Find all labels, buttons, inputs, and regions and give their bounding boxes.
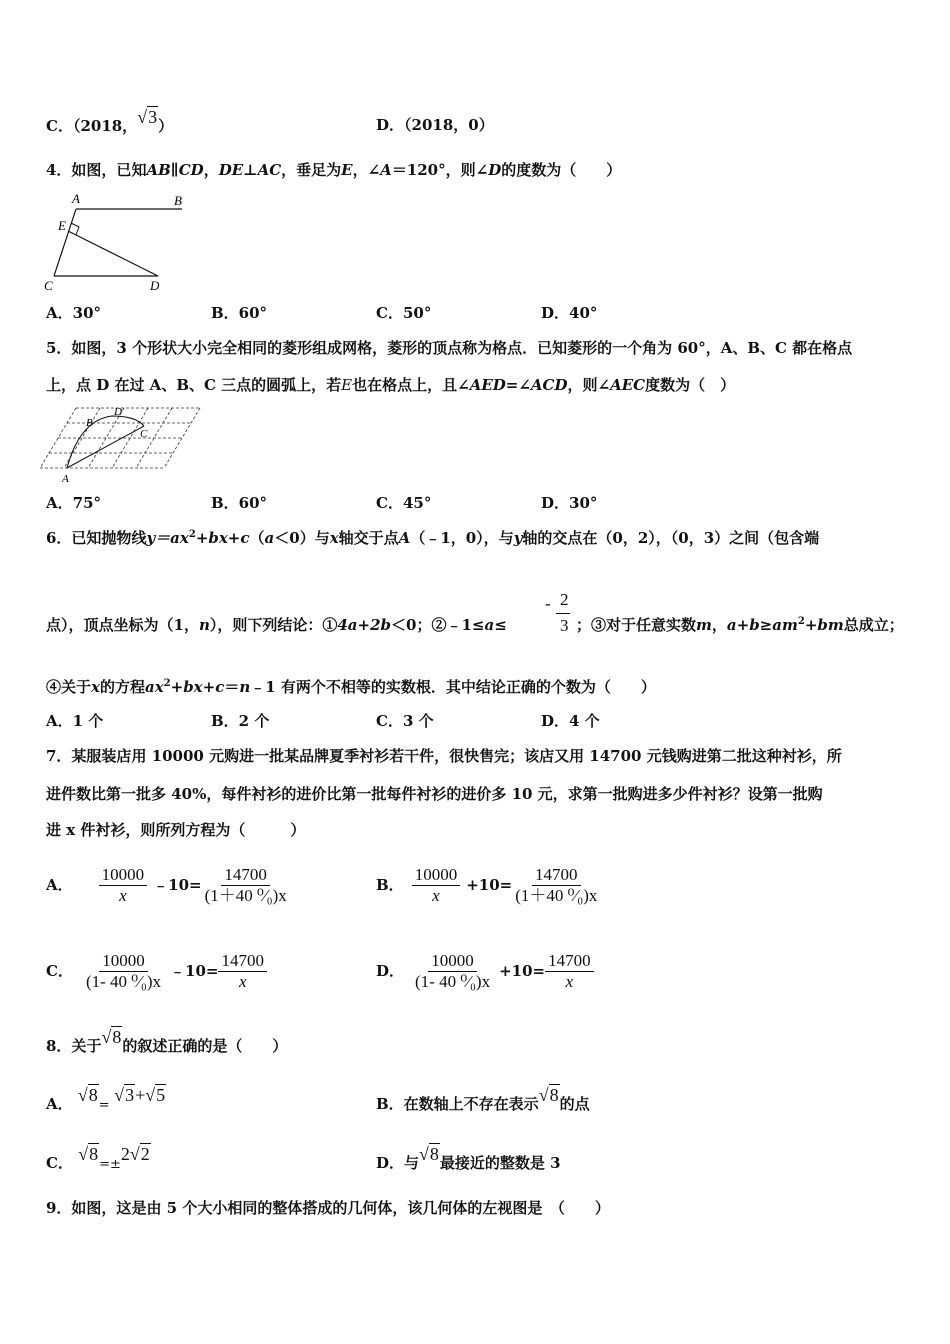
q4-stem-cd: CD (178, 161, 204, 179)
q6-frac-den: 3 (560, 616, 569, 635)
q5-line2-acd: ACD (530, 376, 568, 394)
q4-stem-a: A (380, 161, 392, 179)
q6-l1-eq2: +bx+c (195, 529, 250, 547)
q6-l2-e: ；③对于任意实数 (576, 616, 697, 634)
q5-line2-e: E (341, 376, 353, 394)
q7-option-a (46, 856, 290, 914)
q4-stem-de: DE (218, 161, 244, 179)
q8-d-end: 最接近的整数是 3 (439, 1154, 561, 1172)
q8-c-coef: 2 (120, 1144, 130, 1164)
q6-stem-line2 (46, 615, 507, 635)
q6-stem-line3 (46, 677, 656, 697)
q8-stem-rad: 8 (112, 1027, 122, 1047)
q8-c-r1: 8 (89, 1144, 99, 1164)
q4-stem-ac: AC (257, 161, 282, 179)
q8-stem-sqrt: √8 (101, 1027, 122, 1047)
q7-d-frac2 (545, 951, 594, 992)
q6-l3-a: ④关于 (46, 678, 92, 696)
q6-option-c: C．3 个 (376, 712, 434, 730)
q4-stem-mid: ，垂足为 (281, 161, 342, 179)
q6-l2-ineq: a+b≥am (726, 616, 798, 634)
q6-l2-c1: 4a+2b (337, 616, 392, 634)
q6-l3-c: ＝ (224, 678, 240, 696)
q7-d-num2: 14700 (545, 951, 594, 972)
q3-option-d: D．（2018，0） (376, 116, 494, 134)
q6-l1-eq: y＝ax (146, 529, 189, 547)
q8-b-sqrt: √8 (538, 1085, 559, 1105)
q6-l1-sup: 2 (188, 529, 196, 540)
q7-option-b (376, 856, 600, 914)
q4-stem-sep: ， (203, 161, 219, 179)
q7-a-label: A． (46, 876, 73, 894)
q8-d-sqrt: √8 (419, 1144, 439, 1164)
q7-stem-line1: 7．某服装店用 10000 元购进一批某品牌夏季衬衫若干件，很快售完；该店又用 14700 元钱购进第二批这种衬衫，所 (46, 747, 842, 765)
q6-l2-m: m (696, 616, 712, 634)
q5-stem-line2 (46, 375, 735, 395)
q7-d-frac1 (412, 951, 493, 992)
q8-c-r2: 2 (140, 1144, 150, 1164)
q7-a-num2: 14700 (221, 865, 270, 886)
q6-l3-d: ﹣1 有两个不相等的实数根．其中结论正确的个数为（ ） (250, 678, 656, 696)
q5-line2-text: 上，点 D 在过 A、B、C 三点的圆弧上，若 (46, 376, 342, 394)
q8-a-sqrt1: √8 (77, 1085, 98, 1105)
q9-stem: 9．如图，这是由 5 个大小相同的整体搭成的几何体，该几何体的左视图是 （ ） (46, 1199, 610, 1217)
q6-stem-line2-cont (576, 615, 904, 635)
q6-l2-sup: 2 (797, 616, 805, 627)
q5-line2-aed: AED (469, 376, 506, 394)
q5-chord (67, 426, 144, 468)
q3-option-c-close: ） (158, 117, 174, 135)
q6-l2-c: ＜0；②﹣1≤ (391, 616, 485, 634)
q8-a-r3: 5 (156, 1085, 166, 1105)
q8-option-b (376, 1085, 590, 1114)
q6-frac-num: 2 (560, 590, 569, 609)
q7-d-label: D． (376, 962, 405, 980)
q6-frac-bar (556, 613, 570, 614)
q4-stem-ab: AB (146, 161, 171, 179)
q8-a-sqrt3: √5 (145, 1085, 166, 1105)
q7-c-frac2 (218, 951, 267, 992)
q8-c-sqrt1: √8 (78, 1144, 99, 1164)
q4-stem-e: E (341, 161, 353, 179)
q7-b-den1: x (432, 885, 440, 905)
q3-option-c (46, 107, 174, 136)
q6-l1-e: （﹣1，0），与 (410, 529, 514, 547)
q7-d-den2: x (565, 971, 574, 991)
q4-stem (46, 160, 621, 180)
q5-line2-aec: AEC (610, 376, 646, 394)
q5-option-c: C．45° (376, 494, 432, 512)
q8-option-c (46, 1144, 151, 1175)
q6-l2-ineq2: +bm (804, 616, 844, 634)
q4-line-ed (68, 231, 158, 276)
q5-label-c: C (140, 428, 148, 440)
q8-b-end: 的点 (559, 1095, 590, 1113)
q6-l3-eq2: +bx+c (170, 678, 225, 696)
q4-stem-perp: ⊥ (243, 161, 258, 179)
q7-b-label: B． (376, 876, 404, 894)
q7-a-den2: (1＋40 ⁰⁄₀)x (204, 885, 287, 905)
q6-l1-d: 轴交于点 (338, 529, 399, 547)
q7-c-num2: 14700 (218, 951, 267, 972)
q7-c-frac1 (83, 951, 164, 992)
q6-l1-b: （ (249, 529, 265, 547)
q6-l2-g: 总成立； (843, 616, 904, 634)
q4-option-b: B．60° (211, 304, 268, 322)
q5-option-b: B．60° (211, 494, 268, 512)
q6-l3-eq: ax (144, 678, 164, 696)
q7-b-frac1 (412, 865, 461, 906)
q8-stem-b: 的叙述正确的是（ ） (122, 1037, 288, 1055)
q4-stem-val: ＝120°，则∠ (391, 161, 489, 179)
q7-b-num1: 10000 (412, 865, 461, 886)
q3-option-c-sqrt: √3 (137, 107, 158, 127)
q6-stem-line1 (46, 528, 819, 548)
q7-a-frac1 (99, 865, 148, 906)
q4-stem-d: D (488, 161, 502, 179)
q4-figure (40, 188, 200, 296)
q5-stem-line1: 5．如图，3 个形状大小完全相同的菱形组成网格，菱形的顶点称为格点．已知菱形的一个角为 60°，A、B、C 都在格点 (46, 339, 853, 357)
q6-option-a: A．1 个 (46, 712, 104, 730)
q6-l2-a: 点），顶点坐标为（1， (46, 616, 199, 634)
q7-b-frac2 (512, 865, 600, 906)
q8-a-r1: 8 (88, 1085, 98, 1105)
q8-a-r2: 3 (125, 1085, 135, 1105)
q3-option-c-label: C．（2018， (46, 117, 138, 135)
q5-line2-c: =∠ (505, 376, 531, 394)
q8-a-plus: + (135, 1085, 146, 1105)
q4-stem-par: ∥ (170, 161, 179, 179)
q6-l2-av: a (484, 616, 495, 634)
q7-a-den1: x (119, 885, 127, 905)
q7-c-label: C． (46, 962, 73, 980)
q6-l3-x: x (91, 678, 100, 696)
q6-l1-x: x (329, 529, 339, 547)
q8-stem (46, 1027, 288, 1056)
q7-c-den2: x (238, 971, 247, 991)
q3-option-c-radicand: 3 (148, 107, 158, 127)
q7-a-frac2 (202, 865, 290, 906)
q4-label-c: C (44, 278, 53, 293)
q4-option-d: D．40° (541, 304, 598, 322)
q6-frac-sign: - (545, 594, 551, 613)
q4-option-a: A．30° (46, 304, 102, 322)
q6-l1-c: ＜0）与 (274, 529, 330, 547)
q7-stem-line2: 进件数比第一批多 40%，每件衬衫的进价比第一批每件衬衫的进价多 10 元，求第一批购进多少件衬衫？设第一批购 (46, 785, 823, 803)
q7-d-num1: 10000 (428, 951, 477, 972)
q6-l1-f: 轴的交点在（0，2），（0，3）之间（包含端 (522, 529, 820, 547)
q8-b-label: B．在数轴上不存在表示 (376, 1095, 539, 1113)
q7-d-den1: (1- 40 ⁰⁄₀)x (415, 971, 491, 991)
q6-l3-n: n (239, 678, 251, 696)
q8-c-label: C． (46, 1154, 73, 1172)
q6-l3-sup: 2 (163, 678, 171, 689)
q5-arc (67, 416, 144, 468)
q6-l2-d: ≤ (494, 616, 507, 634)
q4-stem-text: 4．如图，已知 (46, 161, 147, 179)
q4-label-d: D (150, 278, 160, 293)
q7-c-num1: 10000 (99, 951, 148, 972)
q7-b-den2: (1＋40 ⁰⁄₀)x (515, 885, 598, 905)
q6-l1-cond: a (264, 529, 275, 547)
q7-b-num2: 14700 (532, 865, 581, 886)
q8-stem-a: 8．关于 (46, 1037, 102, 1055)
q6-l2-f: ， (711, 616, 727, 634)
q8-a-eq: = (98, 1098, 110, 1113)
q7-a-num1: 10000 (99, 865, 148, 886)
q7-option-c (46, 940, 267, 1002)
q5-line2-d: ，则∠ (567, 376, 611, 394)
q4-label-e: E (58, 218, 66, 233)
q8-a-sqrt2: √3 (109, 1085, 135, 1105)
q6-l3-b: 的方程 (99, 678, 145, 696)
q6-l1-a: 6．已知抛物线 (46, 529, 147, 547)
q4-label-a: A (72, 191, 80, 206)
q4-label-b: B (174, 193, 182, 208)
q5-option-a: A．75° (46, 494, 102, 512)
q8-d-rad: 8 (429, 1144, 439, 1164)
q5-label-b: B (86, 417, 93, 429)
q7-d-op: +10= (499, 962, 546, 980)
q6-l2-n: n (198, 616, 210, 634)
q5-label-d: D (114, 406, 122, 418)
q5-line2-b: 也在格点上，且∠ (352, 376, 470, 394)
q8-d-label: D．与 (376, 1154, 420, 1172)
q8-a-label: A． (46, 1095, 73, 1113)
q5-line2-end: 度数为（ ） (645, 376, 736, 394)
q7-stem-line3: 进 x 件衬衫，则所列方程为（ ） (46, 821, 306, 839)
q6-option-b: B．2 个 (211, 712, 270, 730)
q8-option-a (46, 1085, 166, 1116)
q6-l1-y: y (513, 529, 523, 547)
q4-option-c: C．50° (376, 304, 432, 322)
q7-b-op: +10= (466, 876, 513, 894)
q4-stem-angle: ，∠ (352, 161, 381, 179)
q7-option-d (376, 940, 594, 1002)
q8-c-eq: =± (99, 1157, 121, 1172)
q8-option-d (376, 1144, 561, 1173)
q8-c-sqrt2: √2 (129, 1144, 150, 1164)
q7-a-op: ﹣10= (153, 876, 202, 894)
q4-stem-end: 的度数为（ ） (501, 161, 622, 179)
q6-l1-pa: A (398, 529, 411, 547)
q7-c-op: ﹣10= (170, 962, 219, 980)
q5-figure (40, 402, 205, 484)
q5-option-d: D．30° (541, 494, 598, 512)
q6-l2-b: ），则下列结论：① (209, 616, 338, 634)
q7-c-den1: (1- 40 ⁰⁄₀)x (85, 971, 162, 991)
q8-b-rad: 8 (549, 1085, 559, 1105)
q6-option-d: D．4 个 (541, 712, 600, 730)
q5-label-a: A (62, 473, 69, 484)
